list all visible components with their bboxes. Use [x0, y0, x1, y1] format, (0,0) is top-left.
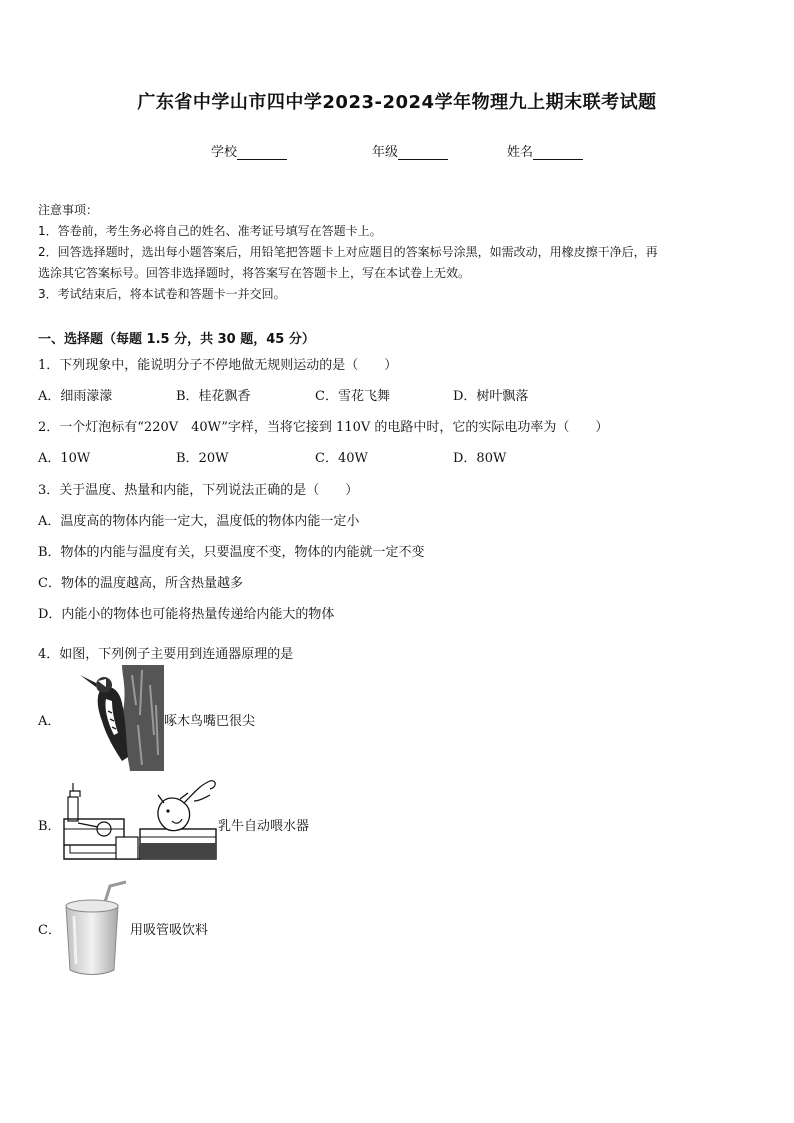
notice-block	[38, 200, 658, 305]
grade-label: 年级	[372, 145, 399, 160]
question-2-stem: 2．一个灯泡标有“220V 40W”字样，当将它接到 110V 的电路中时，它的实际电功率为（ ）	[38, 420, 609, 435]
q4-option-b-text: 乳牛自动喂水器	[218, 819, 310, 834]
name-label: 姓名	[507, 145, 534, 160]
school-field	[211, 141, 287, 160]
name-field	[507, 141, 583, 160]
page-title: 广东省中学山市四中学2023-2024学年物理九上期末联考试题	[137, 92, 657, 113]
q3-option-a: A．温度高的物体内能一定大，温度低的物体内能一定小	[38, 514, 360, 529]
grade-field	[372, 141, 448, 160]
question-4-stem: 4．如图，下列例子主要用到连通器原理的是	[38, 647, 294, 662]
q4-option-a-letter: A．	[38, 714, 61, 729]
q3-option-b: B．物体的内能与温度有关，只要温度不变，物体的内能就一定不变	[38, 545, 425, 560]
question-1-stem: 1．下列现象中，能说明分子不停地做无规则运动的是（ ）	[38, 358, 398, 373]
section-heading: 一、选择题（每题 1.5 分，共 30 题，45 分）	[38, 332, 315, 347]
school-blank[interactable]	[237, 147, 287, 160]
q2-option-a: A．10W	[38, 451, 91, 466]
q3-option-c: C．物体的温度越高，所含热量越多	[38, 576, 243, 591]
q1-option-b: B．桂花飘香	[176, 389, 251, 404]
notice-item: 3．考试结束后，将本试卷和答题卡一并交回。	[38, 287, 286, 301]
q1-option-d: D．树叶飘落	[453, 389, 529, 404]
q4-option-c-letter: C．	[38, 923, 61, 938]
grade-blank[interactable]	[398, 147, 448, 160]
q4-option-c-text: 用吸管吸饮料	[130, 923, 209, 938]
q3-option-d: D．内能小的物体也可能将热量传递给内能大的物体	[38, 607, 335, 622]
name-blank[interactable]	[533, 147, 583, 160]
cow-water-feeder-image	[60, 773, 218, 867]
q2-option-c: C．40W	[315, 451, 368, 466]
question-3-stem: 3．关于温度、热量和内能，下列说法正确的是（ ）	[38, 483, 359, 498]
notice-heading: 注意事项：	[38, 203, 99, 217]
woodpecker-image	[76, 665, 164, 771]
q2-option-b: B．20W	[176, 451, 229, 466]
q1-option-a: A．细雨濛濛	[38, 389, 113, 404]
drink-with-straw-image	[62, 880, 132, 976]
notice-item: 2．回答选择题时，选出每小题答案后，用铅笔把答题卡上对应题目的答案标号涂黑，如需改动，用橡皮擦干净后，再	[38, 245, 658, 259]
q1-option-c: C．雪花飞舞	[315, 389, 390, 404]
notice-item: 1．答卷前，考生务必将自己的姓名、准考证号填写在答题卡上。	[38, 224, 382, 238]
q4-option-a-text: 啄木鸟嘴巴很尖	[164, 714, 256, 729]
q2-option-d: D．80W	[453, 451, 507, 466]
school-label: 学校	[211, 145, 238, 160]
notice-item: 选涂其它答案标号。回答非选择题时，将答案写在答题卡上，写在本试卷上无效。	[38, 266, 471, 280]
q4-option-b-letter: B．	[38, 819, 61, 834]
